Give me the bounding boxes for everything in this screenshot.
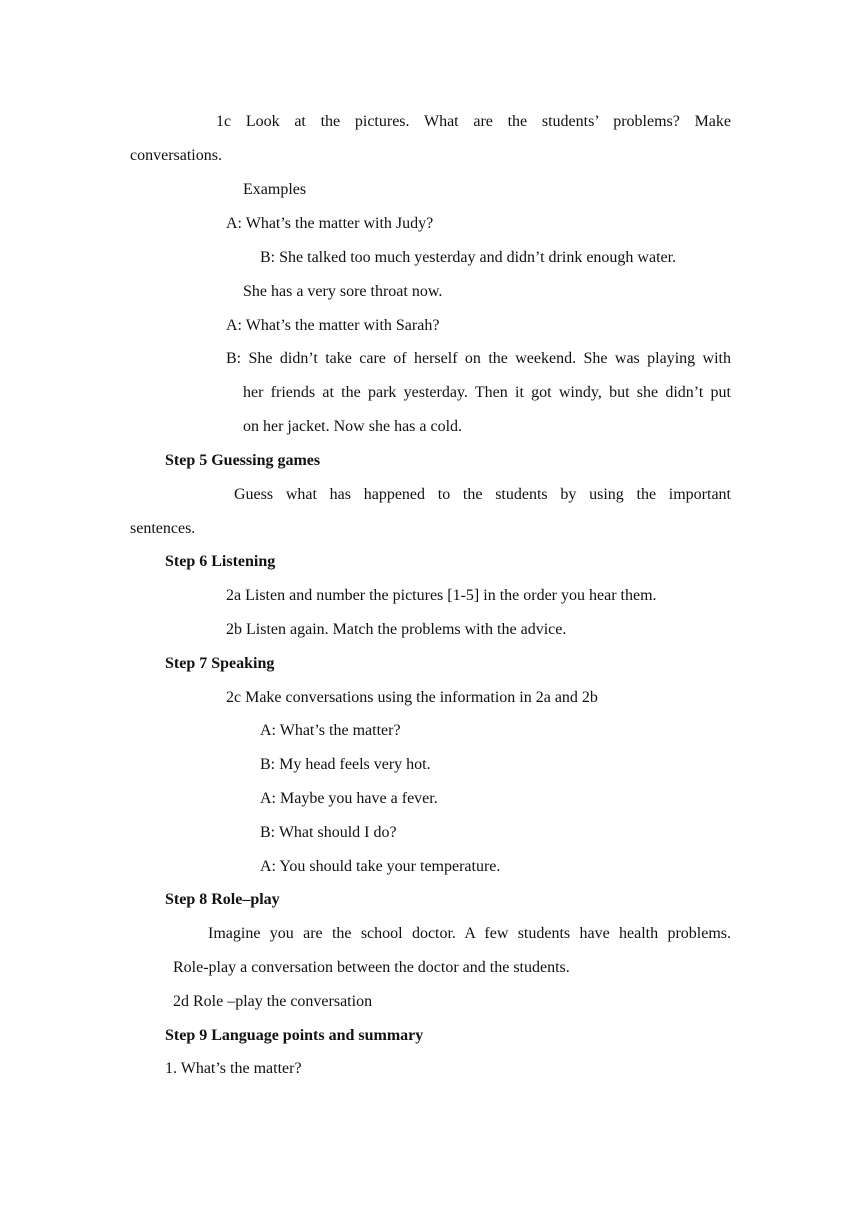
example-b2-line1: B: She didn’t take care of herself on the weekend. She was playing with bbox=[226, 350, 731, 367]
conversation-line2: B: My head feels very hot. bbox=[260, 756, 431, 773]
activity-2c: 2c Make conversations using the information in 2a and 2b bbox=[226, 689, 598, 706]
step6-heading: Step 6 Listening bbox=[165, 553, 276, 570]
activity-2b: 2b Listen again. Match the problems with the advice. bbox=[226, 621, 567, 638]
activity-1c-line2: conversations. bbox=[130, 147, 222, 164]
examples-heading: Examples bbox=[243, 181, 307, 198]
activity-2d: 2d Role –play the conversation bbox=[173, 993, 373, 1010]
conversation-line3: A: Maybe you have a fever. bbox=[260, 790, 438, 807]
step8-heading: Step 8 Role–play bbox=[165, 891, 280, 908]
example-b2-line3: on her jacket. Now she has a cold. bbox=[243, 418, 463, 435]
roleplay-line2: Role-play a conversation between the doctor and the students. bbox=[173, 959, 570, 976]
guess-line1: Guess what has happened to the students by using the important bbox=[234, 486, 731, 503]
conversation-line1: A: What’s the matter? bbox=[260, 722, 401, 739]
step5-heading: Step 5 Guessing games bbox=[165, 452, 321, 469]
step7-heading: Step 7 Speaking bbox=[165, 655, 275, 672]
conversation-line5: A: You should take your temperature. bbox=[260, 858, 501, 875]
roleplay-line1: Imagine you are the school doctor. A few students have health problems. bbox=[208, 925, 731, 942]
example-a2: A: What’s the matter with Sarah? bbox=[226, 317, 440, 334]
activity-2a: 2a Listen and number the pictures [1-5] in the order you hear them. bbox=[226, 587, 657, 604]
example-b1: B: She talked too much yesterday and didn’t drink enough water. bbox=[260, 249, 677, 266]
example-a1: A: What’s the matter with Judy? bbox=[226, 215, 434, 232]
conversation-line4: B: What should I do? bbox=[260, 824, 397, 841]
example-b1-continued: She has a very sore throat now. bbox=[243, 283, 443, 300]
example-b2-line2: her friends at the park yesterday. Then it got windy, but she didn’t put bbox=[243, 384, 731, 401]
guess-line2: sentences. bbox=[130, 520, 196, 537]
activity-1c-line1: 1c Look at the pictures. What are the students’ problems? Make bbox=[216, 113, 731, 130]
language-point-1: 1. What’s the matter? bbox=[165, 1060, 302, 1077]
step9-heading: Step 9 Language points and summary bbox=[165, 1027, 424, 1044]
